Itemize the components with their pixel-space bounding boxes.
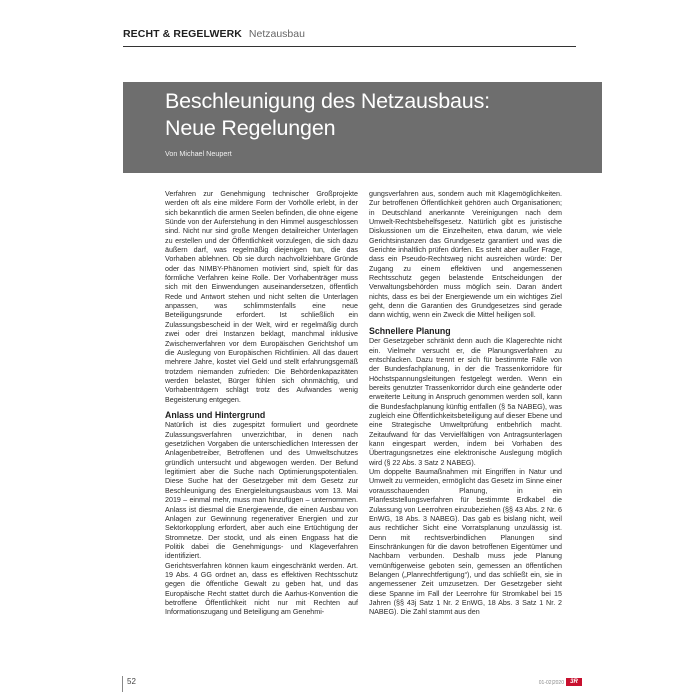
section-heading-planung: Schnellere Planung [369, 325, 451, 336]
body-paragraph: Natürlich ist dies zugespitzt formuliert und geordnete Zulassungsverfahren unverzichtbar, in denen nach gesetzlichen Vorgaben die unterschiedlichen Interessen der Anlagenbetreiber, Betroffenen und des Umweltschutzes gründlich untersucht und abgewogen werden. Der Befund legitimiert aber die Suche nach Optimierungspotentialen. Diese Suche hat der Gesetzgeber mit dem Gesetz zur Beschleunigung des Energieleitungsausbaus vom 13. Mai 2019 – einmal mehr, muss man hinzufügen – unternommen. Anlass ist diesmal die Energiewende, die einen Ausbau von Anlagen zur Gewinnung regenerativer Energien und zur Sektorkopplung erfordert, aber auch eine Ertüchtigung der Stromnetze. Der stockt, und als einen Engpass hat die Politik dabei die Genehmigungs- und Klageverfahren identifiziert. [165, 421, 358, 561]
running-header [123, 22, 576, 47]
article-title-line-1: Beschleunigung des Netzausbaus: [165, 89, 490, 113]
article-title [165, 88, 490, 142]
publisher-logo: 3R [566, 678, 582, 686]
text-column-left [165, 190, 358, 695]
article-title-line-2: Neue Regelungen [165, 116, 336, 140]
intro-paragraph: Verfahren zur Genehmigung technischer Großprojekte werden oft als eine mildere Form der Vorhölle erlebt, in der sich bekanntlich die armen Seelen befinden, die ohne eigene Sünde von der Auferstehung in den Himmel ausgeschlossen sind. Nicht nur sind große Mengen detailreicher Unterlagen zu erstellen und der Öffentlichkeit vorzulegen, die sich dazu äußern darf, was regelmäßig diejenigen tun, die das Vorhaben ablehnen. Ob sie durch nachvollziehbare Gründe oder das NIMBY-Phänomen motiviert sind, spielt für das förmliche Verfahren keine Rolle. Der Vorhabenträger muss sich mit den Einwendungen auseinandersetzen, öffentlich Rede und Antwort stehen und nicht selten die Unterlagen anpassen, was schlimmstenfalls eine neue Beteiligungsrunde erfordert. Ist schließlich ein Zulassungsbescheid in der Welt, wird er regelmäßig durch zwei oder drei Instanzen beklagt, manchmal inklusive Zwischenverfahren vor dem Europäischen Gerichtshof um die Auslegung von Europäischen Richtlinien. All das dauert mehrere Jahre, kostet viel Geld und stellt erfahrungsgemäß trotzdem niemanden zufrieden: Die Behördenkapazitäten werden belastet, Bürger fühlen sich ohnmächtig, und Vorhabenträgern schlägt trotz des Aufwandes wenig Begeisterung entgegen. [165, 190, 358, 404]
header-topic: Netzausbau [248, 28, 305, 40]
article-author: Von Michael Neupert [165, 149, 232, 158]
issue-label: 01-02|2020 [538, 680, 564, 686]
section-heading-anlass: Anlass und Hintergrund [165, 409, 266, 420]
title-banner [123, 82, 602, 173]
body-paragraph: Um doppelte Baumaßnahmen mit Eingriffen in Natur und Umwelt zu vermeiden, ermöglicht das Gesetz im Sinne einer vorausschauenden Planung, in ein Planfeststellungsverfahren für bestimmte Erdkabel die Zulassung von Leerrohren einzubeziehen (§§ 43 Abs. 2 Nr. 6 EnWG, 18 Abs. 3 NABEG). Das gab es bislang nicht, weil aus rechtlicher Sicht eine Vorratsplanung unzulässig ist. Denn mit rechtsverbindlichen Planungen sind Einschränkungen für die davon betroffenen Eigentümer und Nachbarn verbunden. Deshalb muss jede Planung vernünftigerweise geboten sein, gemessen an öffentlichen Belangen („Planrechtfertigung“), und das schließt ein, sie in angemessener Zeit umzusetzen. Der Gesetzgeber sieht diese Spanne im Fall der Leerrohre für Stromkabel bei 15 Jahren (§§ 43j Satz 1 Nr. 2 EnWG, 18 Abs. 3 Satz 1 Nr. 2 NABEG). Die Zahl stammt aus den [369, 468, 562, 617]
header-section: RECHT & REGELWERK [123, 28, 242, 40]
body-paragraph: Gerichtsverfahren können kaum eingeschränkt werden. Art. 19 Abs. 4 GG ordnet an, dass es effektiven Rechtsschutz gegen die öffentliche Gewalt zu geben hat, und das Europäische Recht stattet durch die Aarhus-Konvention die betroffene Öffentlichkeit nicht nur mit Rechten auf Informationszugang und Beteiligung am Genehmi- [165, 561, 358, 617]
body-paragraph: gungsverfahren aus, sondern auch mit Klagemöglichkeiten. Zur betroffenen Öffentlichkeit gehören auch Organisationen; in Deutschland anerkannte Vereinigungen nach dem Umwelt-Rechtsbehelfsgesetz. Natürlich gibt es juristische Diskussionen um die Einzelheiten, etwa darum, wie viele Gerichtsinstanzen das Grundgesetz garantiert und was die Gerichte inhaltlich prüfen dürfen. Es steht aber außer Frage, dass ein Pseudo-Rechtsweg nicht ausreichen würde: Der Zugang zu einem effektiven und angemessenen Rechtsschutz gegen belastende Entscheidungen der Verwaltungsbehörden muss möglich sein. Daran ändert nichts, dass es bei der Energiewende um ein wichtiges Ziel geht, denn die Garantien des Grundgesetzes sind gerade dann wichtig, wenn ein Zweck die Mittel heiligen soll. [369, 190, 562, 320]
footer-divider [122, 676, 123, 692]
body-paragraph: Der Gesetzgeber schränkt denn auch die Klagerechte nicht ein. Vielmehr versucht er, die Planungsverfahren zu entschlacken. Dazu trennt er sich für bestimmte Fälle von der Bundesfachplanung, in der die Trassenkorridore für Höchstspannungsleitungen festgelegt werden. Wenn ein bereits genutzter Trassenkorridor durch eine geänderte oder erweiterte Leitung in Anspruch genommen werden soll, kann die Bundesfachplanung künftig entfallen (§ 5a NABEG), was zugleich eine Öffentlichkeitsbeteiligung auf dieser Ebene und eine Strategische Umweltprüfung entbehrlich macht. Zeitaufwand für das Vervielfältigen von Antragsunterlagen kann eingespart werden, indem bei Vorhaben des Übertragungsnetzes eine elektronische Auslegung möglich wird (§ 22 Abs. 3 Satz 2 NABEG). [369, 337, 562, 467]
text-column-right [369, 190, 562, 695]
page-number: 52 [127, 677, 136, 686]
